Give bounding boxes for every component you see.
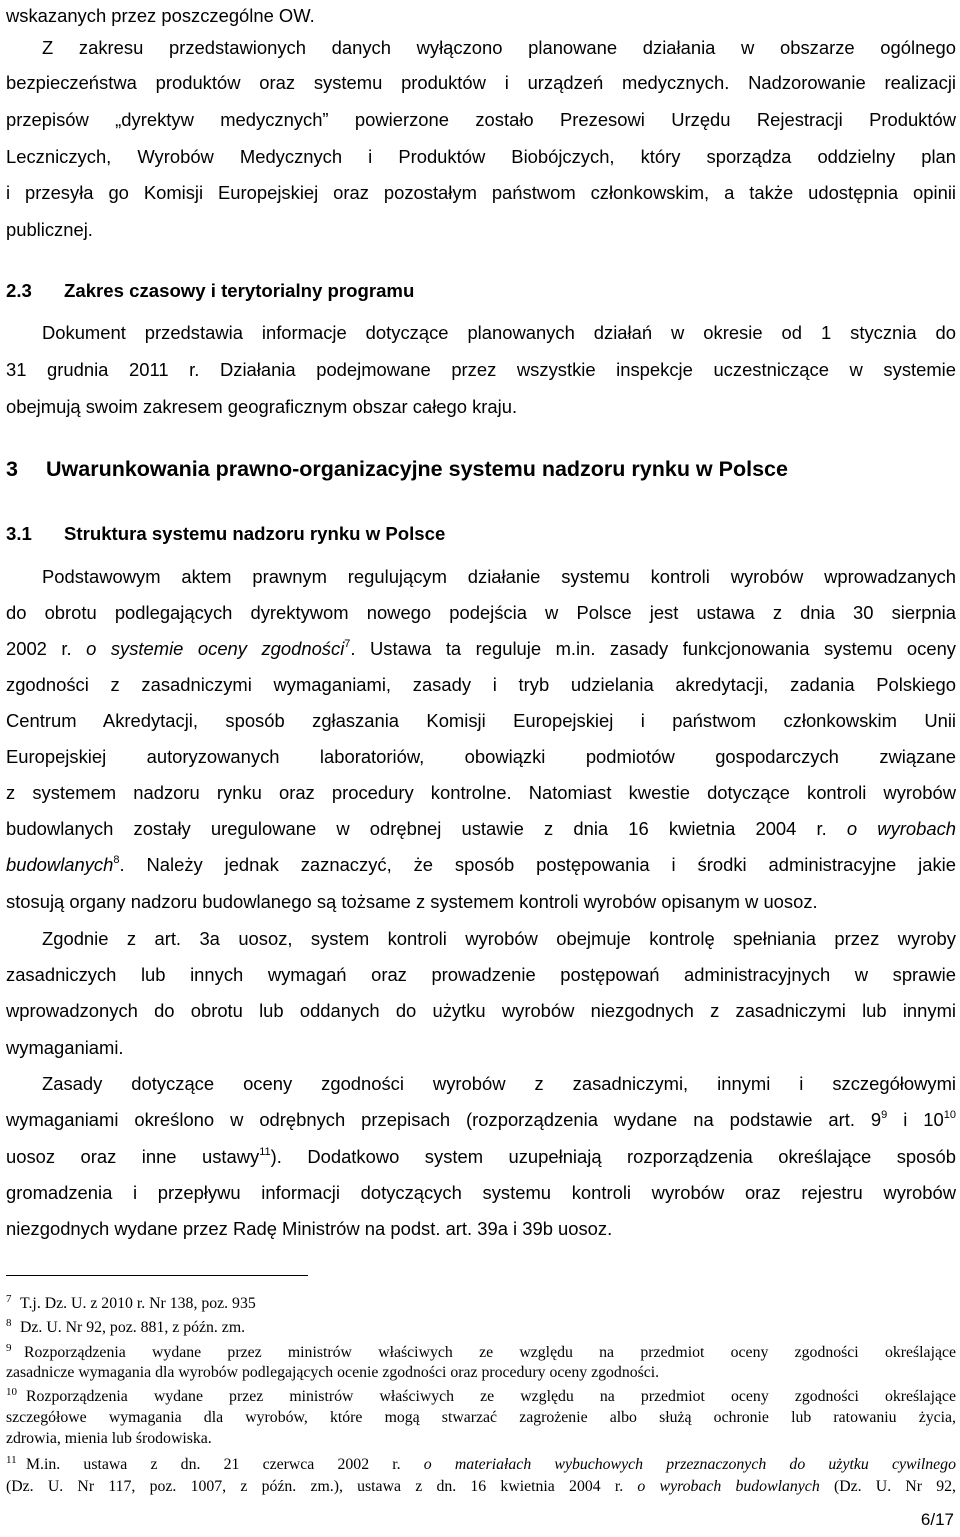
body-line: bezpieczeństwa produktów oraz systemu produktów i urządzeń medycznych. Nadzorowanie realizacji bbox=[6, 72, 956, 93]
body-line bbox=[6, 1107, 956, 1133]
body-line: Zasady dotyczące oceny zgodności wyrobów z zasadniczymi, innymi i szczegółowymi bbox=[42, 1073, 956, 1094]
body-line: obejmują swoim zakresem geograficznym obszar całego kraju. bbox=[6, 396, 518, 417]
body-line: i przesyła go Komisji Europejskiej oraz pozostałym państwom członkowskim, a także udostępnia opinii bbox=[6, 182, 956, 203]
text-span: . Ustawa ta reguluje m.in. zasady funkcjonowania systemu oceny bbox=[350, 638, 957, 659]
section-number: 3.1 bbox=[6, 523, 32, 544]
footnote-ref: 7 bbox=[344, 638, 351, 650]
body-line bbox=[6, 636, 956, 662]
act-title: o wyrobach budowlanych bbox=[637, 1478, 820, 1495]
body-line: stosują organy nadzoru budowlanego są tożsame z systemem kontroli wyrobów opisanym w uosoz. bbox=[6, 891, 818, 912]
text-span: budowlanych zostały uregulowane w odrębnej ustawie z dnia 16 kwietnia 2004 r. bbox=[6, 818, 847, 839]
body-line: wymaganiami. bbox=[6, 1037, 124, 1058]
body-line: Zgodnie z art. 3a uosoz, system kontroli wyrobów obejmuje kontrolę spełniania przez wyroby bbox=[42, 928, 956, 949]
body-line: Leczniczych, Wyrobów Medycznych i Produktów Biobójczych, który sporządza oddzielny plan bbox=[6, 146, 956, 167]
text-span: 2002 r. bbox=[6, 638, 87, 659]
chapter-number: 3 bbox=[6, 457, 18, 481]
section-heading-2-3 bbox=[6, 278, 956, 304]
body-line: do obrotu podlegających dyrektywom nowego podejścia w Polsce jest ustawa z dnia 30 sierpnia bbox=[6, 602, 956, 623]
text-span: uosoz oraz inne ustawy bbox=[6, 1146, 260, 1167]
footnote-10-cont: szczegółowe wymagania dla wyrobów, które mogą stwarzać zagrożenie albo służą ochronie lub ratowaniu życia, bbox=[6, 1409, 956, 1426]
footnote-11-cont bbox=[6, 1477, 956, 1497]
footnote-separator bbox=[6, 1275, 308, 1276]
body-line: zasadniczych lub innych wymagań oraz prowadzenie postępowań administracyjnych w sprawie bbox=[6, 964, 956, 985]
body-line: Podstawowym aktem prawnym regulującym działanie systemu kontroli wyrobów wprowadzanych bbox=[42, 566, 956, 587]
text-span: i 10 bbox=[887, 1109, 944, 1130]
body-line bbox=[6, 816, 956, 842]
text-span: ). Dodatkowo system uzupełniają rozporządzenia określające sposób bbox=[270, 1146, 956, 1167]
body-line: zgodności z zasadniczymi wymaganiami, zasady i tryb udzielania akredytacji, zadania Polskiego bbox=[6, 674, 956, 695]
footnote-text: Dz. U. Nr 92, poz. 881, z późn. zm. bbox=[20, 1319, 246, 1336]
section-heading-3-1 bbox=[6, 521, 956, 547]
body-line: gromadzenia i przepływu informacji dotyczących systemu kontroli wyrobów oraz rejestru wyrobów bbox=[6, 1182, 956, 1203]
section-number: 2.3 bbox=[6, 280, 32, 301]
footnote-text: Rozporządzenia wydane przez ministrów właściwych ze względu na przedmiot oceny zgodności określające bbox=[26, 1388, 956, 1405]
page-number: 6/17 bbox=[920, 1510, 954, 1529]
footnote-9-cont: zasadnicze wymagania dla wyrobów podlegających ocenie zgodności oraz procedury oceny zgodności. bbox=[6, 1364, 660, 1381]
chapter-heading-3 bbox=[6, 456, 956, 482]
body-line: przepisów „dyrektyw medycznych” powierzone zostało Prezesowi Urzędu Rejestracji Produktów bbox=[6, 109, 956, 130]
chapter-title: Uwarunkowania prawno-organizacyjne systemu nadzoru rynku w Polsce bbox=[46, 457, 788, 481]
footnote-8: 8 Dz. U. Nr 92, poz. 881, z późn. zm. bbox=[6, 1317, 246, 1336]
footnote-7: 7 T.j. Dz. U. z 2010 r. Nr 138, poz. 935 bbox=[6, 1293, 256, 1312]
footnote-text: M.in. ustawa z dn. 21 czerwca 2002 r. bbox=[26, 1456, 424, 1473]
act-title: o systemie oceny zgodności bbox=[86, 638, 345, 659]
act-title: budowlanych bbox=[6, 854, 114, 875]
footnote-10-cont: zdrowia, mienia lub środowiska. bbox=[6, 1430, 212, 1447]
footnote-ref: 10 bbox=[943, 1109, 957, 1121]
footnote-11: 11 M.in. ustawa z dn. 21 czerwca 2002 r. o materiałach wybuchowych przeznaczonych do użytku cywilnego bbox=[6, 1454, 956, 1473]
footnote-text: (Dz. U. Nr 92, bbox=[819, 1478, 957, 1495]
footnote-ref: 9 bbox=[881, 1109, 888, 1121]
body-line: publicznej. bbox=[6, 219, 93, 240]
footnote-ref: 11 bbox=[259, 1146, 271, 1158]
body-line bbox=[6, 1144, 956, 1170]
body-line: z systemem nadzoru rynku oraz procedury kontrolne. Natomiast kwestie dotyczące kontroli wyrobów bbox=[6, 782, 956, 803]
text-span: wymaganiami określono w odrębnych przepisach (rozporządzenia wydane na podstawie art. 9 bbox=[6, 1109, 882, 1130]
act-title: o materiałach wybuchowych przeznaczonych do użytku cywilnego bbox=[423, 1456, 956, 1473]
footnote-text: Rozporządzenia wydane przez ministrów właściwych ze względu na przedmiot oceny zgodności określające bbox=[24, 1344, 956, 1361]
footnote-text: T.j. Dz. U. z 2010 r. Nr 138, poz. 935 bbox=[20, 1295, 256, 1312]
section-title: Struktura systemu nadzoru rynku w Polsce bbox=[64, 523, 446, 544]
footnote-10: 10 Rozporządzenia wydane przez ministrów właściwych ze względu na przedmiot oceny zgodności określające bbox=[6, 1386, 956, 1405]
footnote-ref: 8 bbox=[113, 854, 120, 866]
text-span: . Należy jednak zaznaczyć, że sposób postępowania i środki administracyjne jakie bbox=[119, 854, 956, 875]
section-title: Zakres czasowy i terytorialny programu bbox=[64, 280, 415, 301]
body-line: Centrum Akredytacji, sposób zgłaszania Komisji Europejskiej i państwom członkowskim Unii bbox=[6, 710, 956, 731]
body-line: wskazanych przez poszczególne OW. bbox=[6, 5, 315, 26]
body-line: Europejskiej autoryzowanych laboratoriów, obowiązki podmiotów gospodarczych związane bbox=[6, 746, 956, 767]
body-line: Z zakresu przedstawionych danych wyłączono planowane działania w obszarze ogólnego bbox=[42, 37, 956, 58]
footnote-9: 9 Rozporządzenia wydane przez ministrów właściwych ze względu na przedmiot oceny zgodności określające bbox=[6, 1342, 956, 1361]
body-line: Dokument przedstawia informacje dotyczące planowanych działań w okresie od 1 stycznia do bbox=[42, 322, 956, 343]
body-line bbox=[6, 852, 956, 878]
act-title: o wyrobach bbox=[846, 818, 956, 839]
body-line: niezgodnych wydane przez Radę Ministrów na podst. art. 39a i 39b uosoz. bbox=[6, 1218, 613, 1239]
footnote-text: (Dz. U. Nr 117, poz. 1007, z późn. zm.), ustawa z dn. 16 kwietnia 2004 r. bbox=[6, 1478, 638, 1495]
body-line: 31 grudnia 2011 r. Działania podejmowane przez wszystkie inspekcje uczestniczące w systemie bbox=[6, 359, 956, 380]
body-line: wprowadzonych do obrotu lub oddanych do użytku wyrobów niezgodnych z zasadniczymi lub innymi bbox=[6, 1000, 956, 1021]
